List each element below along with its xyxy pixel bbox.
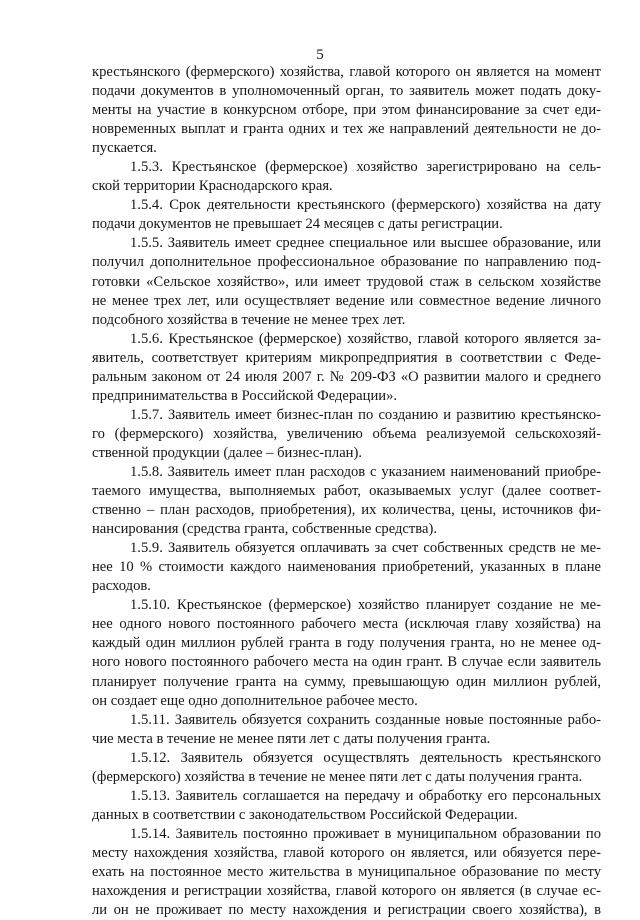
text-line: новременных выплат и гранта одних и тех же направлений деятельности не до- [92, 121, 601, 138]
text-line: ственной продукции (далее – бизнес-план). [92, 444, 362, 461]
text-line: го (фермерского) хозяйства, увеличению объема реализуемой сельскохозяй- [92, 425, 601, 442]
text-line: подачи документов не превышает 24 месяцев с даты регистрации. [92, 216, 503, 233]
text-line: 1.5.10. Крестьянское (фермерское) хозяйство планирует создание не ме- [130, 597, 601, 614]
text-line: получил дополнительное профессиональное образование по направлению под- [92, 254, 601, 271]
text-line: каждый один миллион рублей гранта в году получения гранта, но не менее од- [92, 635, 601, 652]
page-number: 5 [316, 47, 324, 63]
text-line: готовки «Сельское хозяйство», или имеет трудовой стаж в сельском хозяйстве [92, 273, 601, 290]
text-line: предпринимательства в Российской Федерации». [92, 387, 398, 404]
text-line: таемого имущества, выполняемых работ, оказываемых услуг (далее соответ- [92, 483, 601, 500]
text-line: 1.5.13. Заявитель соглашается на передачу и обработку его персональных [130, 787, 601, 804]
text-line: 1.5.9. Заявитель обязуется оплачивать за счет собственных средств не ме- [130, 540, 601, 557]
text-line: 1.5.7. Заявитель имеет бизнес-план по созданию и развитию крестьянско- [130, 406, 601, 423]
text-line: ехать на постоянное место жительства в муниципальное образование по месту [92, 863, 601, 880]
text-line: расходов. [92, 578, 151, 595]
text-line: ской территории Краснодарского края. [92, 178, 333, 195]
text-line: нее одного нового постоянного рабочего места (исключая главу хозяйства) на [92, 616, 601, 633]
document-body [92, 63, 601, 920]
text-line: явитель, соответствует критериям микропредприятия в соответствии с Феде- [92, 349, 601, 366]
text-line: 1.5.6. Крестьянское (фермерское) хозяйство, главой которого является за- [130, 330, 601, 347]
text-line: ного нового постоянного рабочего места на один грант. В случае если заявитель [92, 654, 601, 671]
text-line: нансирования (средства гранта, собственные средства). [92, 521, 437, 538]
text-line: 1.5.5. Заявитель имеет среднее специальное или высшее образование, или [130, 235, 601, 252]
text-line: пускается. [92, 140, 157, 157]
text-line: менты на участие в конкурсном отборе, при этом финансирование за счет еди- [92, 102, 601, 119]
text-line: нахождения и регистрации хозяйства, главой которого он является (в случае ес- [92, 883, 601, 900]
text-line: планирует получение гранта на сумму, превышающую один миллион рублей, [92, 673, 601, 690]
text-line: подачи документов в уполномоченный орган, то заявитель может подать доку- [92, 83, 601, 100]
text-line: 1.5.3. Крестьянское (фермерское) хозяйство зарегистрировано на сель- [130, 159, 601, 176]
text-line: чие места в течение не менее пяти лет с даты получения гранта. [92, 730, 491, 747]
text-line: месту нахождения хозяйства, главой которого он является, или обязуется пере- [92, 844, 601, 861]
text-line: данных в соответствии с законодательством Российской Федерации. [92, 806, 518, 823]
text-line: (фермерского) хозяйства в течение не менее пяти лет с даты получения гранта. [92, 768, 583, 785]
text-line: ственно – план расходов, приобретения), их количества, цены, источников фи- [92, 502, 601, 519]
text-line: ли он не проживает по месту нахождения и регистрации своего хозяйства), в [92, 902, 601, 919]
text-line: нее 10 % стоимости каждого наименования приобретений, указанных в плане [92, 559, 601, 576]
text-line: ральным законом от 24 июля 2007 г. № 209-ФЗ «О развитии малого и среднего [92, 368, 601, 385]
text-line: 1.5.11. Заявитель обязуется сохранить созданные новые постоянные рабо- [130, 711, 601, 728]
text-line: крестьянского (фермерского) хозяйства, главой которого он является на момент [92, 64, 601, 80]
text-line: 1.5.4. Срок деятельности крестьянского (фермерского) хозяйства на дату [130, 197, 601, 214]
text-line: 1.5.12. Заявитель обязуется осуществлять деятельность крестьянского [130, 749, 601, 766]
text-line: 1.5.14. Заявитель постоянно проживает в муниципальном образовании по [130, 825, 601, 842]
text-line: он создает еще одно дополнительное рабочее место. [92, 692, 418, 709]
text-line: подсобного хозяйства в течение не менее трех лет. [92, 311, 406, 328]
text-line: не менее трех лет, или осуществляет ведение или совместное ведение личного [92, 292, 601, 309]
text-line: 1.5.8. Заявитель имеет план расходов с указанием наименований приобре- [130, 463, 601, 480]
